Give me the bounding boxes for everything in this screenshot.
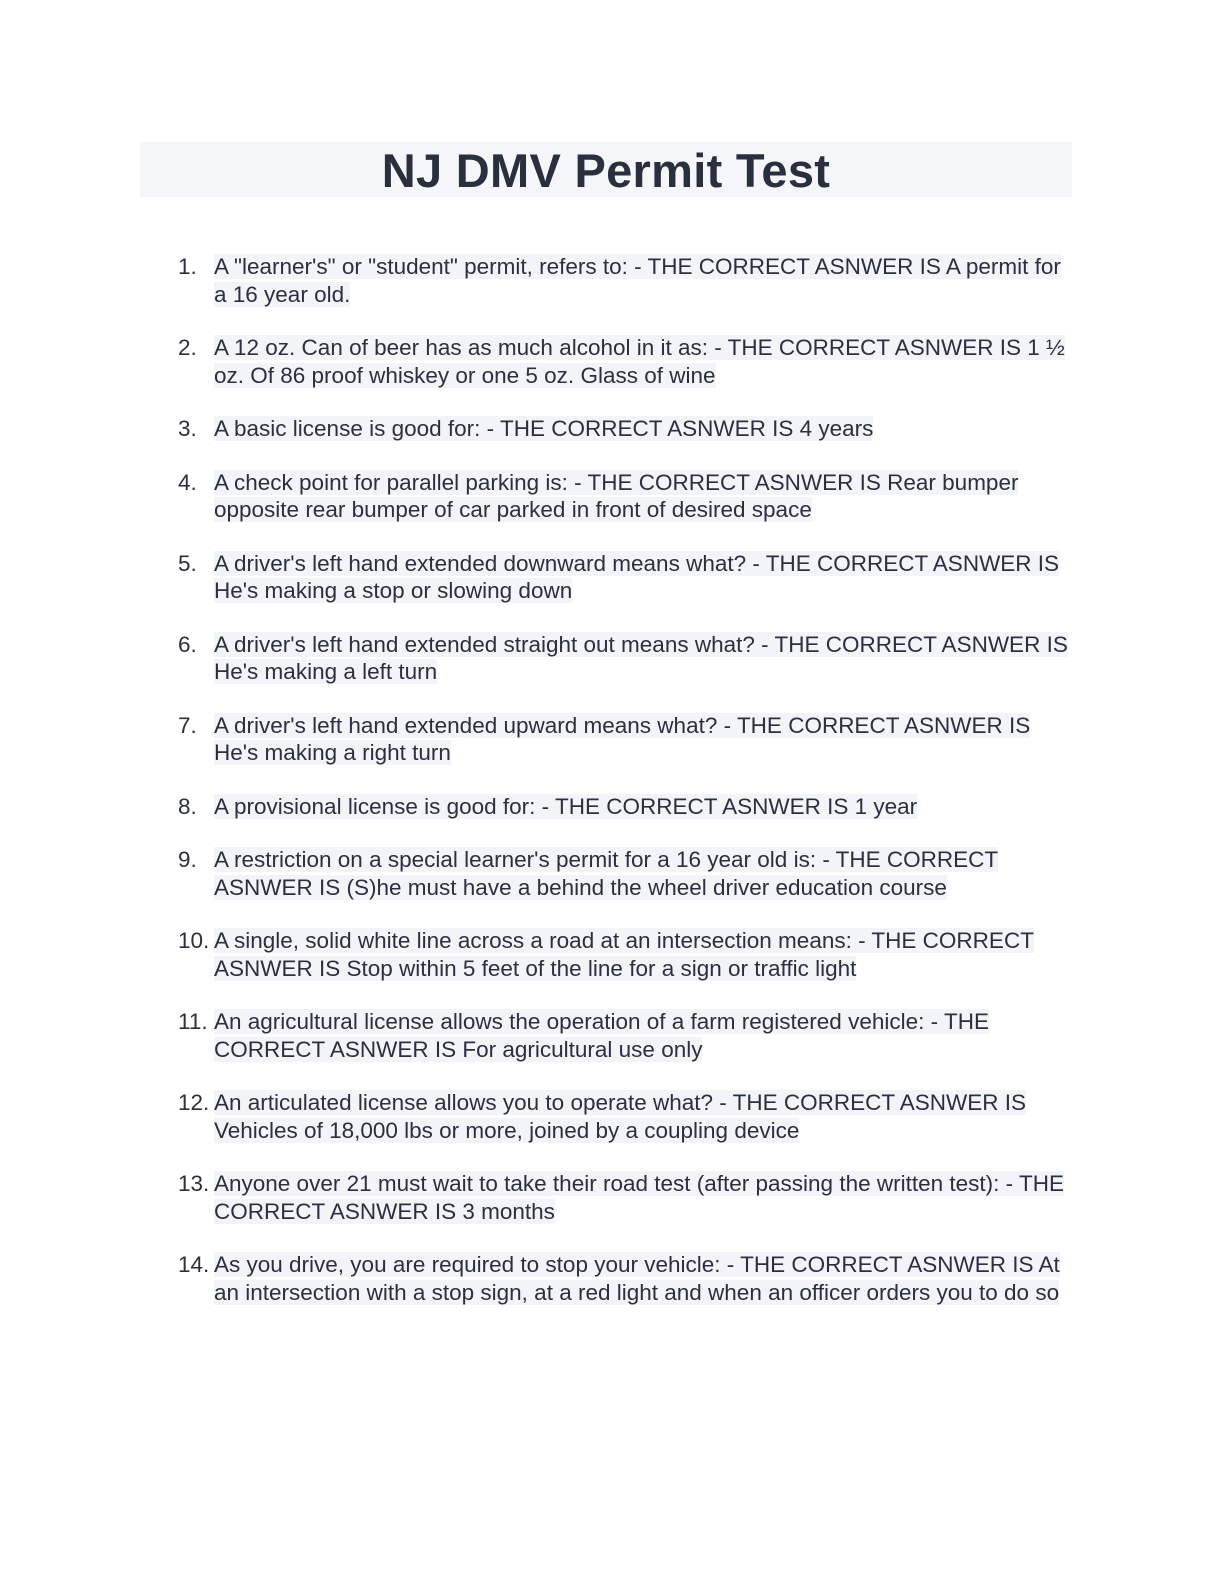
list-item: [178, 1089, 1078, 1144]
item-text: A provisional license is good for: - THE CORRECT ASNWER IS 1 year: [214, 793, 918, 819]
item-number: 11.: [178, 1009, 208, 1034]
item-text: A check point for parallel parking is: - THE CORRECT ASNWER IS Rear bumper opposite rear bumper of car parked in front of desired space: [214, 469, 1019, 522]
item-number: 9.: [178, 847, 197, 872]
item-text: A "learner's" or "student" permit, refers to: - THE CORRECT ASNWER IS A permit for a 16 year old.: [214, 254, 1061, 307]
list-item: [178, 631, 1078, 686]
question-list: [178, 253, 1078, 1332]
item-number: 14.: [178, 1252, 210, 1277]
item-text: An articulated license allows you to operate what? - THE CORRECT ASNWER IS Vehicles of 18,000 lbs or more, joined by a coupling device: [214, 1090, 1026, 1143]
list-item: [178, 1008, 1078, 1063]
list-item: [178, 712, 1078, 767]
list-item: [178, 1251, 1078, 1306]
list-item: [178, 253, 1078, 308]
list-item: [178, 550, 1078, 605]
item-number: 6.: [178, 631, 197, 657]
item-number: 5.: [178, 550, 197, 576]
item-number: 7.: [178, 712, 197, 738]
item-number: 8.: [178, 793, 197, 819]
item-number: 13.: [178, 1171, 210, 1196]
list-item: [178, 1170, 1078, 1225]
item-text: An agricultural license allows the operation of a farm registered vehicle: - THE CORRECT ASNWER IS For agricultural use only: [214, 1009, 989, 1062]
item-number: 4.: [178, 469, 197, 495]
page-title: NJ DMV Permit Test: [381, 144, 831, 197]
list-item: [178, 415, 1078, 443]
item-text: As you drive, you are required to stop your vehicle: - THE CORRECT ASNWER IS At an intersection with a stop sign, at a red light and when an officer orders you to do so: [214, 1252, 1060, 1305]
item-text: A 12 oz. Can of beer has as much alcohol in it as: - THE CORRECT ASNWER IS 1 ½ oz. Of 86 proof whiskey or one 5 oz. Glass of wine: [214, 335, 1065, 388]
list-item: [178, 334, 1078, 389]
item-text: A driver's left hand extended straight out means what? - THE CORRECT ASNWER IS He's making a left turn: [214, 631, 1068, 684]
item-text: Anyone over 21 must wait to take their road test (after passing the written test): - THE CORRECT ASNWER IS 3 months: [214, 1171, 1064, 1224]
item-number: 12.: [178, 1090, 210, 1115]
item-number: 10.: [178, 928, 210, 953]
title-banner: [140, 142, 1072, 197]
list-item: [178, 469, 1078, 524]
item-text: A basic license is good for: - THE CORRECT ASNWER IS 4 years: [214, 416, 874, 441]
item-number: 3.: [178, 416, 197, 441]
item-number: 1.: [178, 254, 197, 279]
item-text: A single, solid white line across a road at an intersection means: - THE CORRECT ASNWER IS Stop within 5 feet of the line for a sign or traffic light: [214, 928, 1034, 981]
item-text: A driver's left hand extended downward means what? - THE CORRECT ASNWER IS He's making a stop or slowing down: [214, 550, 1060, 603]
list-item: [178, 793, 1078, 821]
item-text: A restriction on a special learner's permit for a 16 year old is: - THE CORRECT ASNWER IS (S)he must have a behind the wheel driver education course: [214, 847, 999, 900]
list-item: [178, 846, 1078, 901]
list-item: [178, 927, 1078, 982]
item-number: 2.: [178, 335, 197, 360]
item-text: A driver's left hand extended upward means what? - THE CORRECT ASNWER IS He's making a right turn: [214, 712, 1031, 765]
